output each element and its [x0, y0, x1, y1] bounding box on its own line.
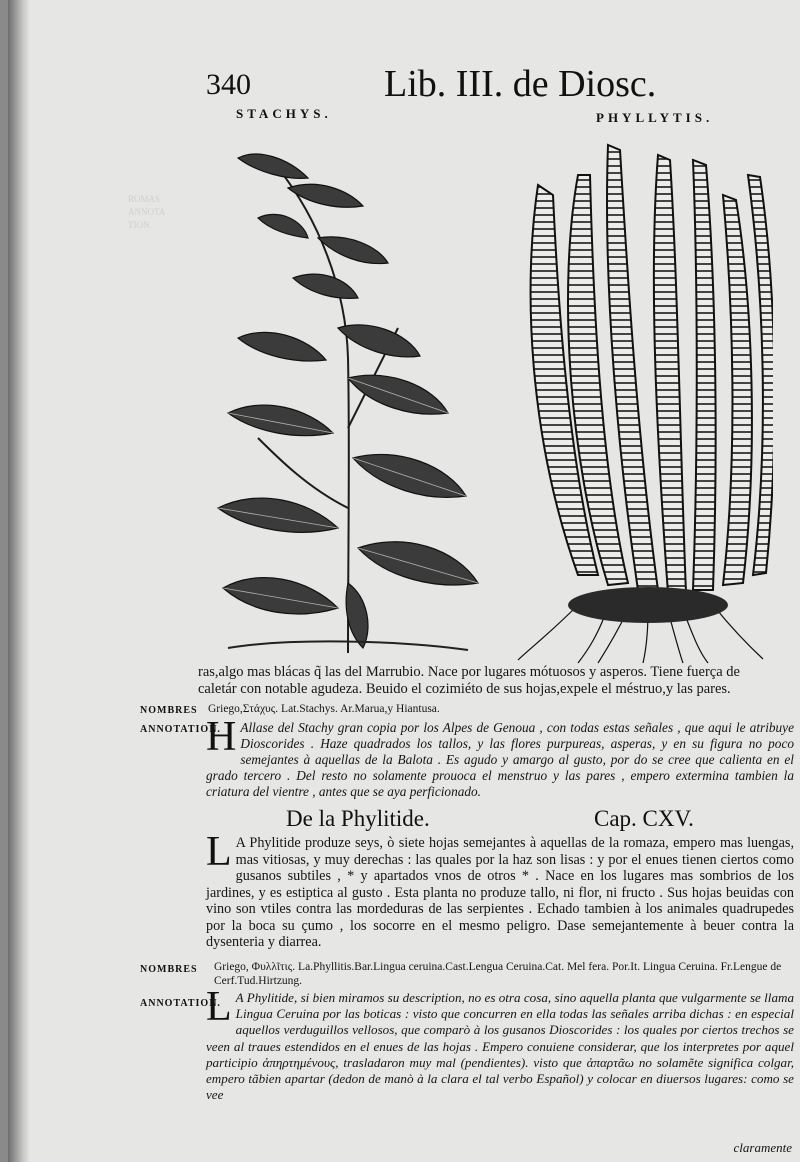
annotation-1	[206, 714, 794, 800]
chapter-body	[206, 829, 794, 951]
phyllitis-woodcut-illustration	[508, 135, 773, 665]
stachys-tail-line-1: ras,algo mas blácas q̃ las del Marrubio. Nace por lugares mótuosos y asperos. Tiene fuerça de	[198, 664, 740, 680]
nombres-label-1: NOMBRES	[140, 705, 198, 716]
running-head: Lib. III. de Diosc.	[384, 63, 657, 105]
stachys-tail-text	[198, 664, 796, 697]
page-number: 340	[206, 68, 251, 101]
chapter-dropcap: L	[206, 829, 232, 875]
plate-caption-left: STACHYS.	[236, 106, 332, 121]
page-header	[206, 62, 766, 105]
stachys-tail-line-2: caletár con notable agudeza. Beuido el cozimiéto de sus hojas,expele el méstruo,y las pares.	[198, 680, 731, 697]
book-page	[8, 0, 800, 1162]
stachys-woodcut-illustration	[198, 128, 488, 660]
chapter-title: De la Phylitide.	[286, 806, 430, 831]
chapter-number: Cap. CXV.	[594, 806, 694, 831]
annotation-label-2: ANNOTATION.	[140, 998, 221, 1009]
annotation-1-dropcap: H	[206, 714, 237, 760]
annotation-label-1: ANNOTATION.	[140, 724, 221, 735]
annotation-2-text: A Phylitide, si bien miramos su description, no es otra cosa, sino aquella planta que vulgarmente se llama Lingua Ceruina por las boticas : visto que concurren en ella todas las señales arriba dichas : en especial aquellos verduguillos vellosos, que comparò à los gusanos Dioscorides : los quales por ciertos trechos se veen al traues estendidos en el enues de las hojas . Empero conuiene considerar, que los interpretes por aquel participio ἀπηρτημένους, trasladaron muy mal (pendientes). visto que ἀπαρτᾶω no solamẽte significa colgar, empero tãbien apartar (dedon de manò à la clara el tal verbo Español) y colocar en diuersos lugares: como se vee	[206, 990, 794, 1103]
annotation-2-dropcap: L	[206, 984, 232, 1030]
plate-caption-right: PHYLLYTIS.	[596, 110, 714, 125]
annotation-1-text: Allase del Stachy gran copia por los Alpes de Genoua , con todas estas señales , que aqui le atribuye Dioscorides . Haze quadrados los tallos, y las flores purpureas, asperas, y en su figura no poco semejantes à aquellas de la Balota . Es agudo y amargo al gusto, por do se cree que calienta en el grado tercero . Del resto no solamente prouoca el menstruo y las pares , empero extermina tambien la criatura del vientre , antes que se aya perficionado.	[206, 720, 794, 799]
bleed-through: ROMAS ANNOTA TION.	[128, 194, 165, 230]
nombres-text-1: Griego,Στάχυς. Lat.Stachys. Ar.Marua,y Hiantusa.	[208, 703, 440, 715]
nombres-label-2: NOMBRES	[140, 964, 198, 975]
chapter-text: A Phylitide produze seys, ò siete hojas semejantes à aquellas de la romaza, empero mas luengas, mas vitiosas, y muy derechas : las quales por la haz son lisas : y por el enues tienen ciertos como gusanos subtiles , * y apartados vnos de otros * . Nace en los lugares mas sombrios de los jardines, y es estiptica al gusto . Esta planta no produze tallo, ni flor, ni fructo . Sus hojas beuidas con vino son vtiles contra las mordeduras de las serpientes . Echado tambien à los animales quadrupedes por la boca su çumo , los socorre en el mesmo peligro. Dase semejantemente à beuer contra la dysenteria y diarrea.	[206, 835, 794, 950]
nombres-text-2: Griego, Φυλλῖτις. La.Phyllitis.Bar.Lingua ceruina.Cast.Lengua Ceruina.Cat. Mel fera. Por.It. Lingua Ceruina. Fr.Lengue de Cerf.Tud.Hirtzung.	[214, 961, 782, 987]
page-gutter-shadow	[8, 0, 30, 1162]
annotation-2	[206, 984, 794, 1103]
catchword: claramente	[733, 1140, 792, 1155]
